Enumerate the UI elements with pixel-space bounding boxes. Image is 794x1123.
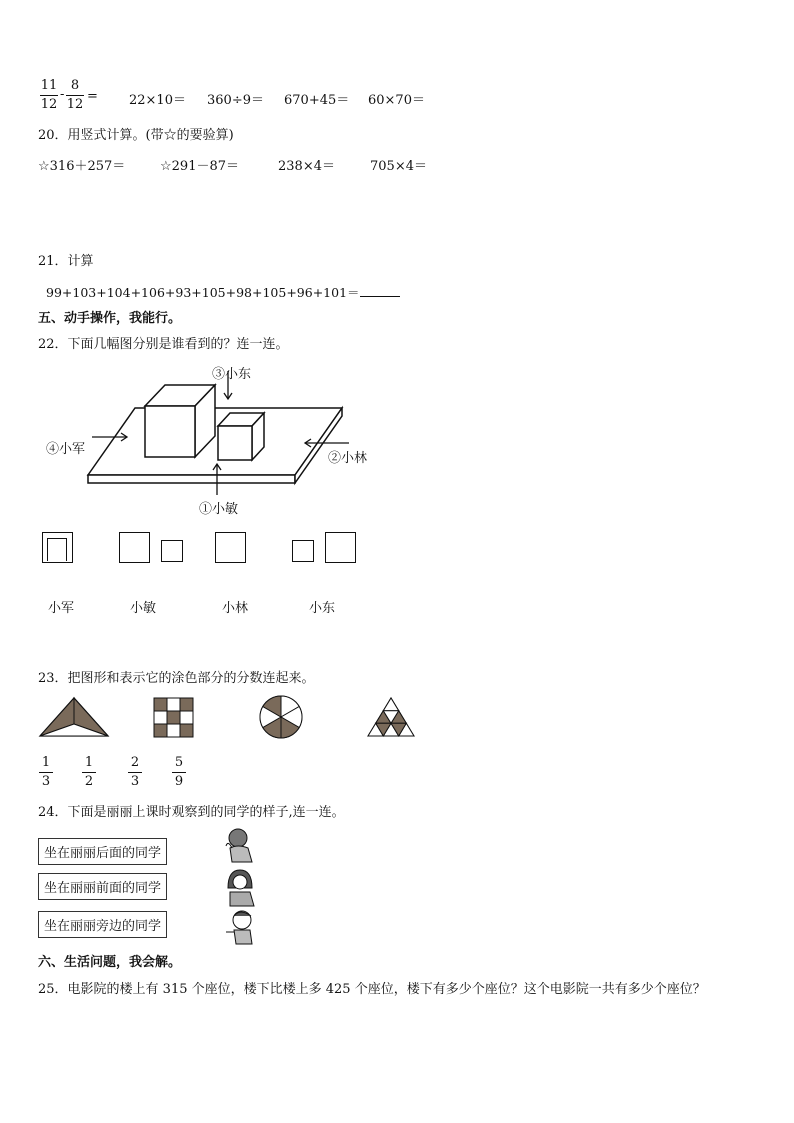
minus-sign: -	[60, 87, 65, 102]
answer-blank[interactable]	[360, 284, 400, 297]
calc-item: 22×10＝	[129, 93, 186, 108]
view-picture-2-small	[161, 540, 183, 562]
view-picture-2-big	[119, 532, 150, 563]
calc-item: 238×4＝	[278, 159, 335, 174]
position-box-behind[interactable]: 坐在丽丽后面的同学	[38, 838, 167, 865]
view-picture-4-small	[292, 540, 314, 562]
viewer-label-right: ②小林	[328, 451, 368, 466]
calc-item: 60×70＝	[368, 93, 425, 108]
fraction-shapes	[30, 694, 430, 742]
section-heading: 六、生活问题，我会解。	[38, 955, 182, 970]
viewer-label-top: ③小东	[212, 367, 252, 382]
student-back-icon	[226, 829, 252, 862]
question-title: 24．下面是丽丽上课时观察到的同学的样子,连一连。	[38, 805, 345, 820]
view-picture-1	[42, 532, 73, 563]
sum-expression: 99+103+104+106+93+105+98+105+96+101＝	[46, 283, 400, 301]
circle-shape	[260, 696, 302, 738]
calc-item: 670+45＝	[284, 93, 350, 108]
question-title: 21．计算	[38, 254, 94, 269]
numerator: 8	[70, 78, 80, 93]
calc-item: 705×4＝	[370, 159, 427, 174]
grid-shape	[154, 698, 193, 737]
view-picture-3	[215, 532, 246, 563]
calc-item: ☆291－87＝	[160, 159, 240, 174]
viewer-label-bottom: ①小敏	[199, 502, 239, 517]
calc-item: ☆316＋257＝	[38, 159, 126, 174]
equals-sign: =	[87, 89, 98, 104]
fraction-8-12	[66, 78, 84, 113]
view-picture-4-big	[325, 532, 356, 563]
name-label: 小东	[309, 601, 336, 616]
viewer-label-left: ④小军	[46, 442, 86, 457]
triangle-shape	[40, 698, 108, 736]
name-label: 小敏	[130, 601, 157, 616]
fraction-option[interactable]: 1 2	[82, 755, 96, 790]
position-box-front[interactable]: 坐在丽丽前面的同学	[38, 873, 167, 900]
position-box-beside[interactable]: 坐在丽丽旁边的同学	[38, 911, 167, 938]
triangle-grid-shape	[368, 698, 414, 736]
fraction-option[interactable]: 2 3	[128, 755, 142, 790]
student-front-icon	[228, 870, 254, 906]
name-label: 小林	[222, 601, 249, 616]
student-side-icon	[226, 911, 252, 944]
fraction-option[interactable]: 5 9	[172, 755, 186, 790]
fraction-option[interactable]: 1 3	[39, 755, 53, 790]
calc-item: 360÷9＝	[207, 93, 264, 108]
denominator: 12	[66, 97, 84, 112]
denominator: 12	[40, 97, 58, 112]
fraction-11-12	[40, 78, 58, 113]
section-heading: 五、动手操作，我能行。	[38, 311, 182, 326]
question-title: 23．把图形和表示它的涂色部分的分数连起来。	[38, 671, 315, 686]
numerator: 11	[40, 78, 58, 93]
student-pictures	[222, 826, 262, 948]
question-title: 25．电影院的楼上有 315 个座位，楼下比楼上多 425 个座位，楼下有多少个座位？这个电影院一共有多少个座位？	[38, 982, 706, 997]
name-label: 小军	[48, 601, 75, 616]
question-title: 20．用竖式计算。(带☆的要验算)	[38, 128, 234, 143]
question-title: 22．下面几幅图分别是谁看到的？连一连。	[38, 337, 289, 352]
